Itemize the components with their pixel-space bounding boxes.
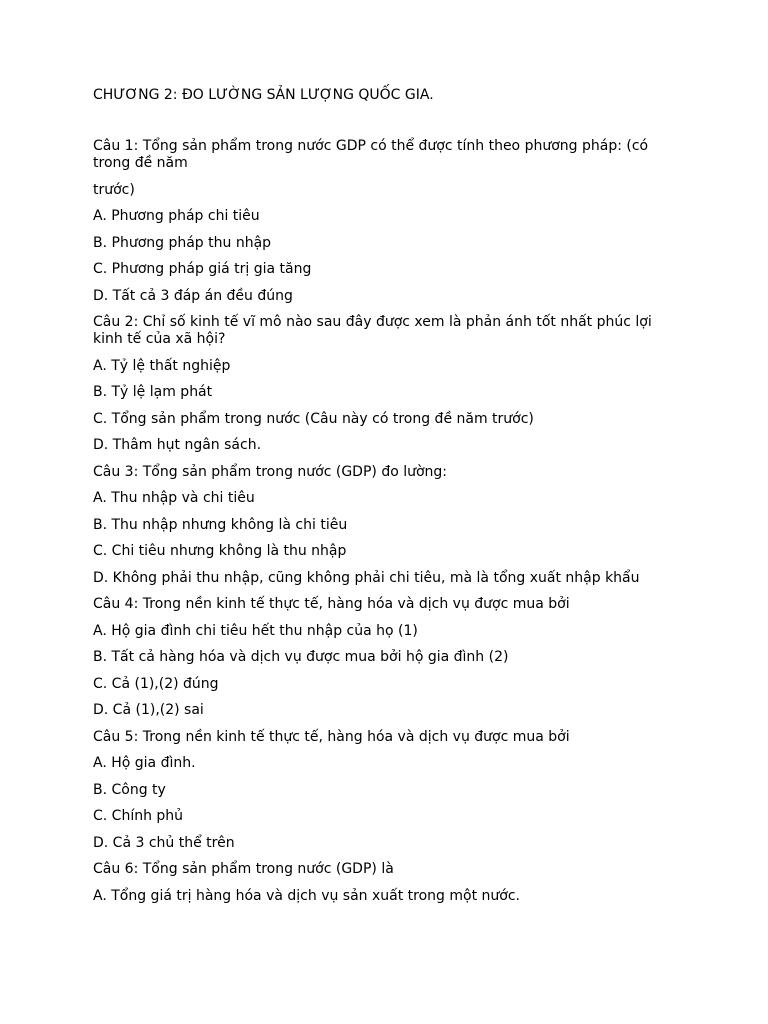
question-4-option-b: B. Tất cả hàng hóa và dịch vụ được mua bởi hộ gia đình (2) — [93, 649, 509, 665]
question-4-text: Câu 4: Trong nền kinh tế thực tế, hàng hóa và dịch vụ được mua bởi — [93, 596, 570, 612]
question-6-option-a: A. Tổng giá trị hàng hóa và dịch vụ sản xuất trong một nước. — [93, 887, 520, 904]
question-5-option-d: D. Cả 3 chủ thể trên — [93, 834, 235, 851]
question-4-option-a: A. Hộ gia đình chi tiêu hết thu nhập của họ (1) — [93, 622, 418, 639]
question-3-option-b: B. Thu nhập nhưng không là chi tiêu — [93, 516, 348, 533]
question-2-option-d: D. Thâm hụt ngân sách. — [93, 437, 262, 453]
question-5-text: Câu 5: Trong nền kinh tế thực tế, hàng hóa và dịch vụ được mua bởi — [93, 728, 570, 745]
question-5-option-c: C. Chính phủ — [93, 808, 184, 824]
question-3-option-a: A. Thu nhập và chi tiêu — [93, 490, 255, 506]
question-1-option-b: B. Phương pháp thu nhập — [93, 234, 272, 251]
question-2-option-c: C. Tổng sản phẩm trong nước (Câu này có trong đề năm trước) — [93, 410, 534, 427]
question-4-option-d: D. Cả (1),(2) sai — [93, 702, 204, 718]
question-4-option-c: C. Cả (1),(2) đúng — [93, 675, 219, 692]
question-5-option-b: B. Công ty — [93, 781, 166, 798]
question-2-option-a: A. Tỷ lệ thất nghiệp — [93, 357, 231, 374]
question-1-option-a: A. Phương pháp chi tiêu — [93, 208, 260, 224]
question-5-option-a: A. Hộ gia đình. — [93, 755, 196, 771]
question-6-text: Câu 6: Tổng sản phẩm trong nước (GDP) là — [93, 861, 394, 877]
question-3-text: Câu 3: Tổng sản phẩm trong nước (GDP) đo lường: — [93, 463, 448, 480]
question-1-text-continued: trước) — [93, 181, 135, 198]
question-1-option-c: C. Phương pháp giá trị gia tăng — [93, 261, 312, 277]
question-1-option-d: D. Tất cả 3 đáp án đều đúng — [93, 287, 293, 304]
document-body — [93, 138, 673, 914]
question-2-text: Câu 2: Chỉ số kinh tế vĩ mô nào sau đây được xem là phản ánh tốt nhất phúc lợi kinh tế của xã hội? — [93, 314, 652, 347]
question-1-text: Câu 1: Tổng sản phẩm trong nước GDP có thể được tính theo phương pháp: (có trong đề năm — [93, 138, 649, 171]
question-2-option-b: B. Tỷ lệ lạm phát — [93, 384, 213, 400]
question-3-option-c: C. Chi tiêu nhưng không là thu nhập — [93, 543, 347, 559]
question-3-option-d: D. Không phải thu nhập, cũng không phải chi tiêu, mà là tổng xuất nhập khẩu — [93, 569, 640, 586]
chapter-title: CHƯƠNG 2: ĐO LƯỜNG SẢN LƯỢNG QUỐC GIA. — [93, 87, 434, 103]
